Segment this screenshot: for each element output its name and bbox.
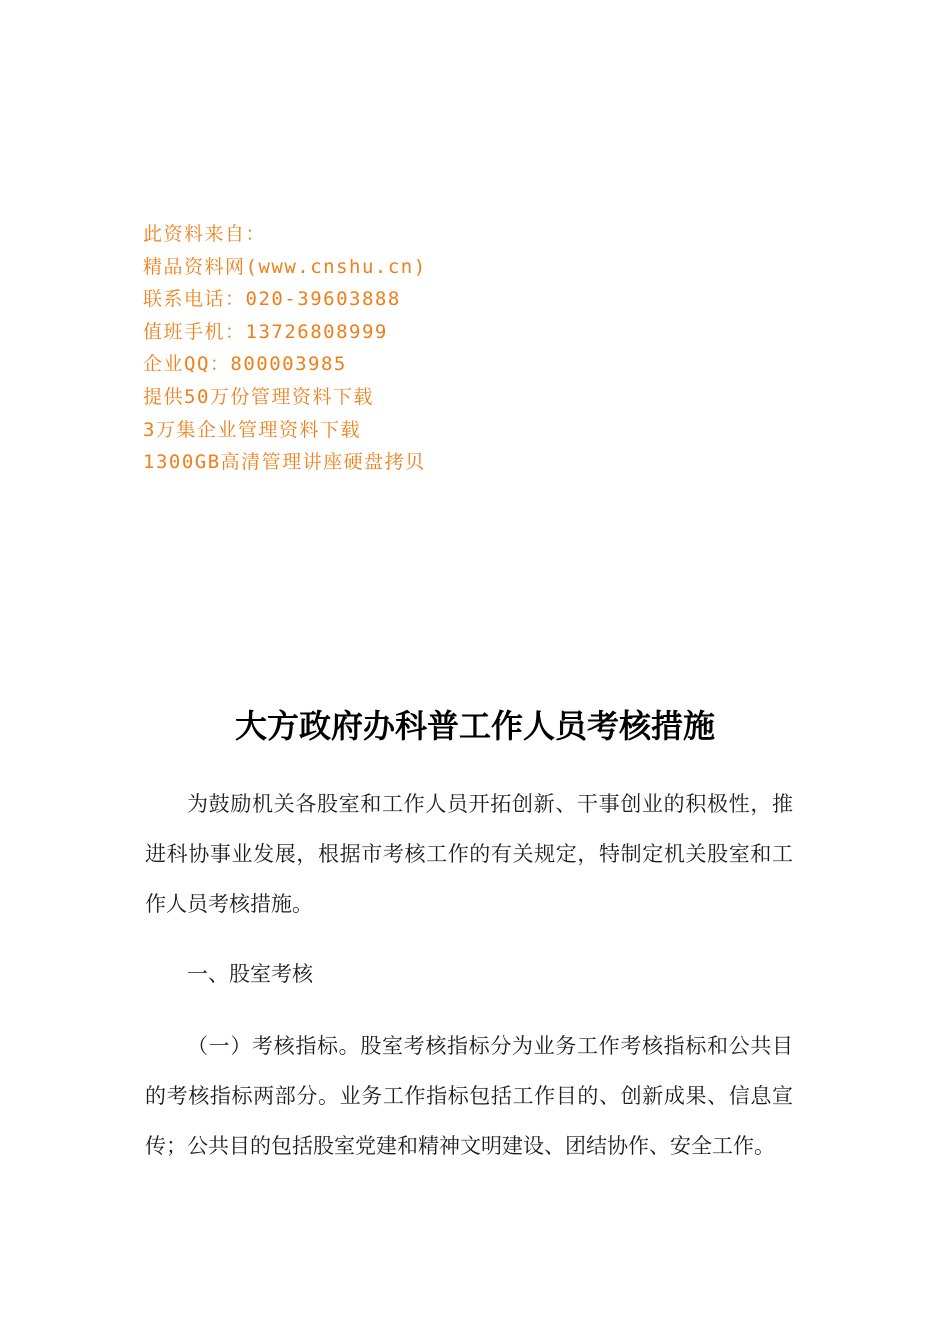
source-line-offer-1: 提供50万份管理资料下载 (143, 385, 374, 408)
source-line-qq: 企业QQ：800003985 (143, 353, 347, 376)
source-line-phone: 联系电话：020-39603888 (143, 288, 401, 311)
source-line-website: 精品资料网(www.cnshu.cn) (143, 255, 427, 278)
subsection-assessment-indicators: （一）考核指标。股室考核指标分为业务工作考核指标和公共目的考核指标两部分。业务工作指标包括工作目的、创新成果、信息宣传；公共目的包括股室党建和精神文明建设、团结协作、安全工作。 (145, 1034, 793, 1158)
document-body (145, 779, 793, 1171)
source-info-block (143, 218, 643, 479)
source-line-origin: 此资料来自： (143, 223, 267, 245)
intro-paragraph: 为鼓励机关各股室和工作人员开拓创新、干事创业的积极性，推进科协事业发展，根据市考核工作的有关规定，特制定机关股室和工作人员考核措施。 (145, 792, 793, 916)
document-title: 大方政府办科普工作人员考核措施 (234, 707, 715, 745)
source-line-offer-2: 3万集企业管理资料下载 (143, 418, 361, 441)
source-line-mobile: 值班手机：13726808999 (143, 320, 388, 343)
section-heading-department-assessment: 一、股室考核 (187, 962, 313, 986)
source-line-offer-3: 1300GB高清管理讲座硬盘拷贝 (143, 451, 426, 474)
